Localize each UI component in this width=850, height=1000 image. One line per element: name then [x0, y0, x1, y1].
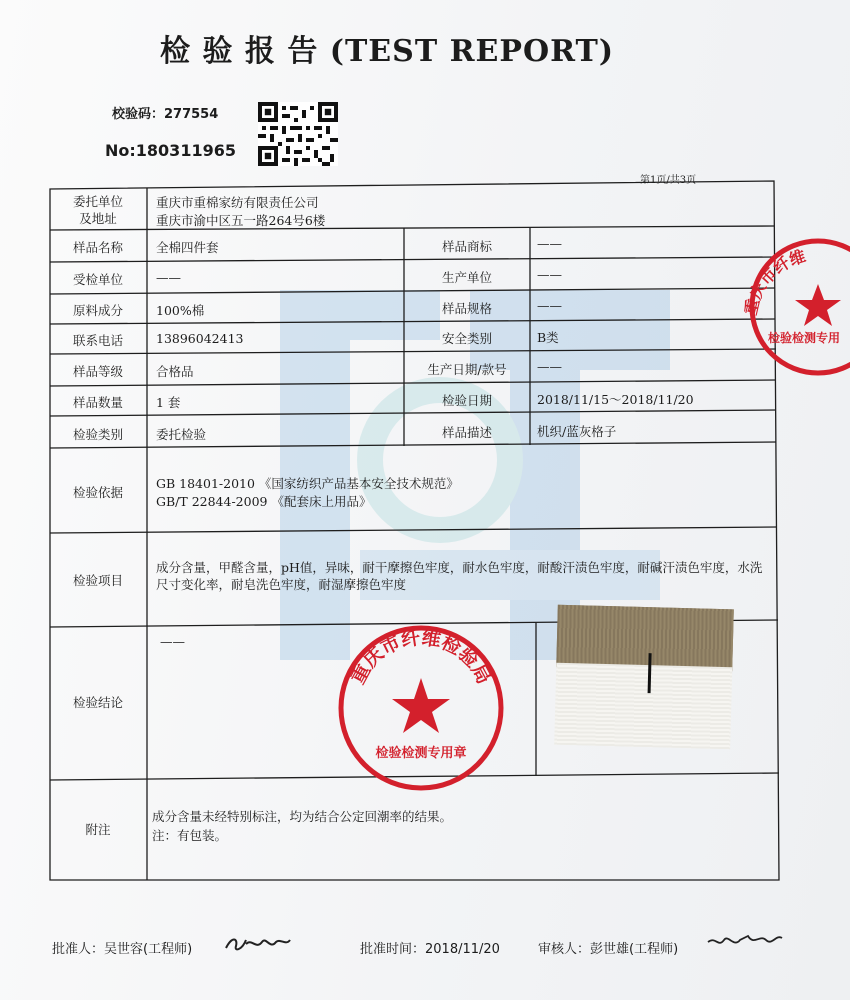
spec-label: 样品规格: [441, 301, 492, 316]
quantity-value: 1 套: [156, 395, 181, 410]
trademark-value: ——: [537, 236, 562, 251]
description-value: 机织/蓝灰格子: [537, 424, 617, 439]
sample-name-label: 样品名称: [72, 240, 123, 255]
inspected-unit: ——: [156, 270, 181, 285]
client-label: 委托单位 及地址: [72, 194, 123, 226]
official-seal-icon: [335, 622, 507, 794]
basis-standard-2: GB/T 22844-2009 《配套床上用品》: [156, 494, 372, 509]
approval-time: 批准时间：2018/11/20: [360, 942, 500, 957]
seal-top-text: 重庆市纤维检验局: [346, 626, 496, 688]
production-date-value: ——: [537, 359, 562, 374]
phone-label: 联系电话: [72, 333, 123, 348]
safety-label: 安全类别: [441, 331, 492, 346]
test-date-label: 检验日期: [441, 393, 492, 408]
description-label: 样品描述: [441, 425, 492, 440]
reviewer-signature: [704, 926, 786, 956]
test-type-label: 检验类别: [72, 427, 123, 442]
conclusion-label: 检验结论: [72, 695, 123, 710]
reviewer: 审核人：彭世雄(工程师): [538, 942, 679, 957]
production-date-label: 生产日期/款号: [427, 362, 507, 377]
edge-seal-icon: [738, 236, 850, 378]
seal-bottom-text: 检验检测专用章: [375, 746, 467, 761]
edge-seal-top-text: 重庆市纤维: [740, 246, 808, 317]
inspected-unit-label: 受检单位: [72, 272, 123, 287]
sample-fabric-photo: [554, 605, 734, 750]
test-items: 成分含量，甲醛含量，pH值，异味，耐干摩擦色牢度，耐水色牢度，耐酸汗渍色牢度，耐碱汗渍色牢度，水洗尺寸变化率，耐皂洗色牢度，耐湿摩擦色牢度: [156, 560, 763, 592]
material-label: 原料成分: [72, 303, 123, 318]
spec-value: ——: [537, 298, 562, 313]
test-date-value: 2018/11/15～2018/11/20: [537, 392, 694, 407]
remark-line-1: 成分含量未经特别标注，均为结合公定回潮率的结果。: [152, 809, 453, 824]
approver: 批准人：吴世容(工程师): [52, 942, 193, 957]
basis-label: 检验依据: [72, 485, 123, 500]
edge-seal-bottom-text: 检验检测专用: [768, 331, 841, 345]
page-indicator: 第1页/共3页: [640, 175, 697, 186]
basis-standard-1: GB 18401-2010 《国家纺织产品基本安全技术规范》: [156, 476, 459, 491]
grade-value: 合格品: [156, 364, 194, 379]
fabric-swatch-dark: [556, 605, 734, 672]
items-label: 检验项目: [72, 573, 123, 588]
report-title: 检 验 报 告 (TEST REPORT): [160, 34, 615, 69]
material-value: 100%棉: [156, 303, 205, 318]
grade-label: 样品等级: [72, 364, 123, 379]
remark-label: 附注: [85, 822, 111, 837]
client-address: 重庆市渝中区五一路264号6楼: [156, 213, 326, 228]
producer-value: ——: [537, 267, 562, 282]
remark-line-2: 注：有包装。: [152, 828, 228, 843]
client-name: 重庆市重棉家纺有限责任公司: [156, 195, 319, 210]
phone-value: 13896042413: [156, 331, 244, 346]
report-number: No:180311965: [105, 141, 236, 160]
safety-value: B类: [537, 330, 559, 345]
quantity-label: 样品数量: [72, 395, 123, 410]
test-type-value: 委托检验: [156, 427, 207, 442]
approver-signature: [222, 930, 294, 958]
conclusion-value: ——: [160, 634, 185, 649]
producer-label: 生产单位: [441, 270, 492, 285]
sample-name: 全棉四件套: [156, 240, 219, 255]
fabric-swatch-light: [554, 663, 732, 750]
trademark-label: 样品商标: [441, 239, 492, 254]
verify-code: 校验码：277554: [112, 107, 219, 122]
